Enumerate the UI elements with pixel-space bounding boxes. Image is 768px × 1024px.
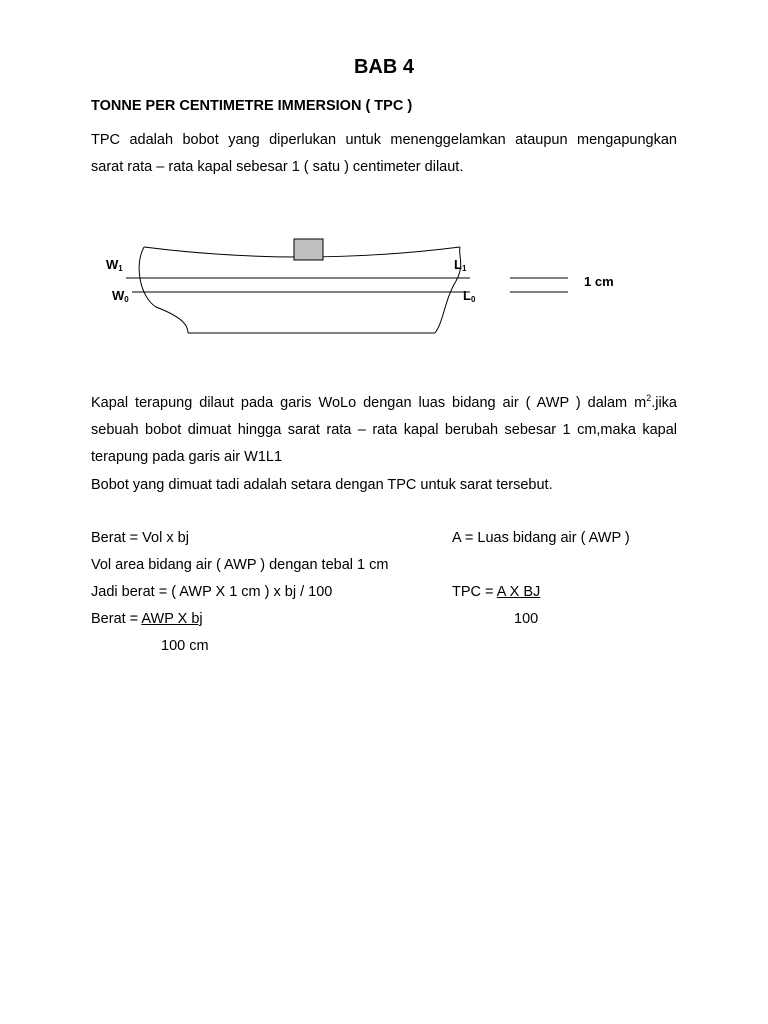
ship-draft-diagram [90,225,650,345]
fraction-numerator: AWP X bj [141,611,203,627]
formula-tpc: TPC = A X BJ [452,584,541,600]
body-line-4: Bobot yang dimuat tadi adalah setara dengan TPC untuk sarat tersebut. [91,477,553,493]
intro-line-2: sarat rata – rata kapal sebesar 1 ( satu ) centimeter dilaut. [91,159,464,175]
label-w1: W1 [106,257,123,273]
tpc-numerator: A X BJ [496,584,541,600]
formula-vol-area: Vol area bidang air ( AWP ) dengan tebal 1 cm [91,557,389,573]
body-line-1: Kapal terapung dilaut pada garis WoLo dengan luas bidang air ( AWP ) dalam $m^2.jika$ [91,393,677,411]
body-line-2: sebuah bobot dimuat hingga sarat rata – rata kapal berubah sebesar 1 cm,maka kapal [91,422,677,438]
ship-draft-svg [90,225,650,345]
chapter-title: BAB 4 [353,56,414,78]
scale-label: 1 cm [584,274,614,289]
tpc-denominator: 100 [514,611,539,627]
cargo-weight [294,239,323,260]
body-paragraph [91,390,677,471]
fraction-denominator: 100 cm [161,638,209,654]
formula-berat-fraction: Berat = AWP X bj [91,611,203,627]
formula-jadi-berat: Jadi berat = ( AWP X 1 cm ) x bj / 100 [91,584,333,600]
formula-berat-vol: Berat = Vol x bj [91,530,189,546]
body-line-3: terapung pada garis air W1L1 [91,449,283,465]
formula-a-definition: A = Luas bidang air ( AWP ) [452,530,630,546]
section-heading: TONNE PER CENTIMETRE IMMERSION ( TPC ) [91,98,413,114]
bow-outline [139,247,188,333]
label-w0: W0 [112,288,129,304]
label-l1: L1 [454,257,467,273]
label-l0: L0 [463,288,476,304]
intro-line-1: TPC adalah bobot yang diperlukan untuk menenggelamkan ataupun mengapungkan [91,132,677,148]
intro-paragraph [91,127,677,181]
